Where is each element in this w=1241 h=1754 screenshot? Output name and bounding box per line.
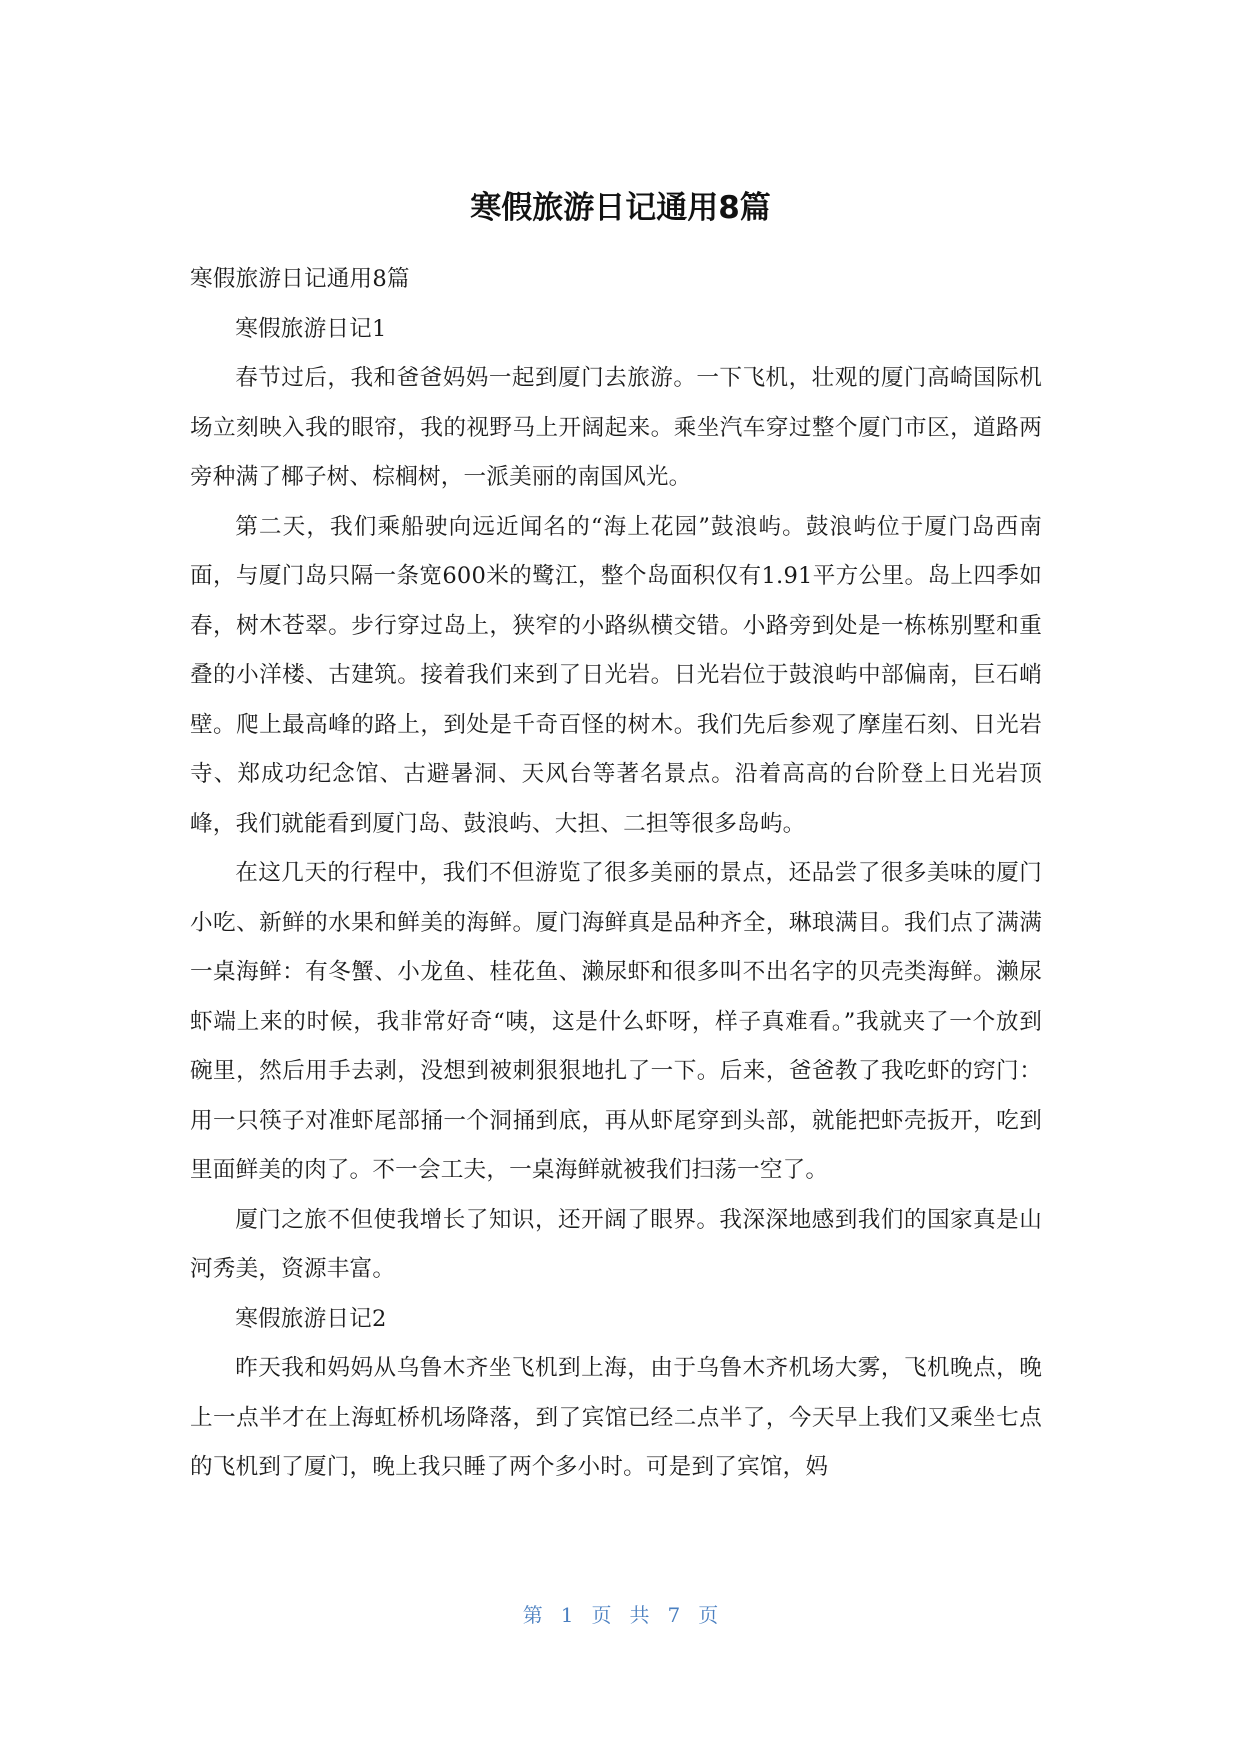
footer-label: 共 bbox=[629, 1603, 650, 1627]
total-page-count: 7 bbox=[667, 1603, 681, 1627]
paragraph: 在这几天的行程中，我们不但游览了很多美丽的景点，还品尝了很多美味的厦门小吃、新鲜的水果和鲜美的海鲜。厦门海鲜真是品种齐全，琳琅满目。我们点了满满一桌海鲜：有冬蟹、小龙鱼、桂花鱼、濑尿虾和很多叫不出名字的贝壳类海鲜。濑尿虾端上来的时候，我非常好奇“咦，这是什么虾呀，样子真难看。”我就夹了一个放到碗里，然后用手去剥，没想到被刺狠狠地扎了一下。后来，爸爸教了我吃虾的窍门：用一只筷子对准虾尾部捅一个洞捅到底，再从虾尾穿到头部，就能把虾壳扳开，吃到里面鲜美的肉了。不一会工夫，一桌海鲜就被我们扫荡一空了。 bbox=[190, 860, 1042, 1183]
page-footer bbox=[0, 1600, 1241, 1630]
document-body bbox=[190, 255, 1042, 1493]
document-subtitle: 寒假旅游日记通用8篇 bbox=[190, 266, 410, 292]
current-page-number: 1 bbox=[560, 1603, 574, 1627]
paragraph: 第二天，我们乘船驶向远近闻名的“海上花园”鼓浪屿。鼓浪屿位于厦门岛西南面，与厦门岛只隔一条宽600米的鹭江，整个岛面积仅有1.91平方公里。岛上四季如春，树木苍翠。步行穿过岛上，狭窄的小路纵横交错。小路旁到处是一栋栋别墅和重叠的小洋楼、古建筑。接着我们来到了日光岩。日光岩位于鼓浪屿中部偏南，巨石峭壁。爬上最高峰的路上，到处是千奇百怪的树木。我们先后参观了摩崖石刻、日光岩寺、郑成功纪念馆、古避暑洞、天风台等著名景点。沿着高高的台阶登上日光岩顶峰，我们就能看到厦门岛、鼓浪屿、大担、二担等很多岛屿。 bbox=[190, 513, 1042, 837]
document-title: 寒假旅游日记通用8篇 bbox=[470, 190, 771, 226]
paragraph: 厦门之旅不但使我增长了知识，还开阔了眼界。我深深地感到我们的国家真是山河秀美，资源丰富。 bbox=[190, 1206, 1042, 1282]
section-heading: 寒假旅游日记2 bbox=[235, 1305, 387, 1332]
section-heading: 寒假旅游日记1 bbox=[235, 315, 387, 342]
footer-label: 页 bbox=[591, 1603, 612, 1627]
paragraph: 昨天我和妈妈从乌鲁木齐坐飞机到上海，由于乌鲁木齐机场大雾，飞机晚点，晚上一点半才在上海虹桥机场降落，到了宾馆已经二点半了，今天早上我们又乘坐七点的飞机到了厦门，晚上我只睡了两个多小时。可是到了宾馆，妈 bbox=[190, 1355, 1042, 1480]
footer-label: 页 bbox=[698, 1603, 719, 1627]
footer-label: 第 bbox=[522, 1603, 543, 1627]
paragraph: 春节过后，我和爸爸妈妈一起到厦门去旅游。一下飞机，壮观的厦门高崎国际机场立刻映入我的眼帘，我的视野马上开阔起来。乘坐汽车穿过整个厦门市区，道路两旁种满了椰子树、棕榈树，一派美丽的南国风光。 bbox=[190, 365, 1042, 490]
